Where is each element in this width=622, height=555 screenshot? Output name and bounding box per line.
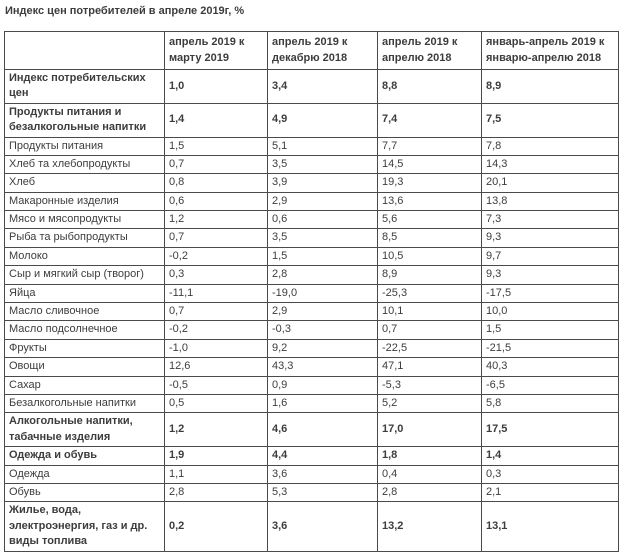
table-row bbox=[5, 395, 619, 413]
header-cell: апрель 2019 к апрелю 2018 bbox=[378, 32, 482, 70]
value-cell: -0,2 bbox=[165, 321, 268, 339]
value-cell: 1,0 bbox=[165, 69, 268, 103]
value-cell: 1,1 bbox=[165, 465, 268, 483]
row-label-cell: Сыр и мягкий сыр (творог) bbox=[5, 266, 165, 284]
value-cell: 0,5 bbox=[165, 395, 268, 413]
row-label-cell: Индекс потребительских цен bbox=[5, 69, 165, 103]
value-cell: 47,1 bbox=[378, 358, 482, 376]
table-row bbox=[5, 465, 619, 483]
table-row bbox=[5, 358, 619, 376]
value-cell: 0,3 bbox=[482, 465, 619, 483]
value-cell: -6,5 bbox=[482, 376, 619, 394]
value-cell: 14,5 bbox=[378, 155, 482, 173]
value-cell: 2,8 bbox=[268, 266, 378, 284]
value-cell: 8,9 bbox=[378, 266, 482, 284]
value-cell: 19,3 bbox=[378, 174, 482, 192]
value-cell: 3,9 bbox=[268, 174, 378, 192]
value-cell: -19,0 bbox=[268, 284, 378, 302]
value-cell: 20,1 bbox=[482, 174, 619, 192]
table-row bbox=[5, 229, 619, 247]
value-cell: 7,7 bbox=[378, 137, 482, 155]
table-row bbox=[5, 103, 619, 137]
value-cell: 0,2 bbox=[165, 502, 268, 551]
value-cell: 8,8 bbox=[378, 69, 482, 103]
table-row bbox=[5, 321, 619, 339]
value-cell: 0,8 bbox=[165, 174, 268, 192]
value-cell: 1,4 bbox=[165, 103, 268, 137]
value-cell: 13,2 bbox=[378, 502, 482, 551]
table-row bbox=[5, 155, 619, 173]
table-row bbox=[5, 137, 619, 155]
value-cell: 1,5 bbox=[268, 247, 378, 265]
value-cell: 8,9 bbox=[482, 69, 619, 103]
value-cell: 5,6 bbox=[378, 211, 482, 229]
row-label-cell: Яйца bbox=[5, 284, 165, 302]
value-cell: 13,1 bbox=[482, 502, 619, 551]
value-cell: 0,7 bbox=[378, 321, 482, 339]
value-cell: 1,5 bbox=[165, 137, 268, 155]
value-cell: 1,4 bbox=[482, 447, 619, 465]
row-label-cell: Масло подсолнечное bbox=[5, 321, 165, 339]
row-label-cell: Овощи bbox=[5, 358, 165, 376]
row-label-cell: Безалкогольные напитки bbox=[5, 395, 165, 413]
value-cell: 0,9 bbox=[268, 376, 378, 394]
value-cell: 17,5 bbox=[482, 413, 619, 447]
table-row bbox=[5, 247, 619, 265]
value-cell: -21,5 bbox=[482, 339, 619, 357]
value-cell: 3,6 bbox=[268, 465, 378, 483]
value-cell: 7,5 bbox=[482, 103, 619, 137]
value-cell: 0,3 bbox=[165, 266, 268, 284]
value-cell: -17,5 bbox=[482, 284, 619, 302]
value-cell: 0,4 bbox=[378, 465, 482, 483]
value-cell: 4,4 bbox=[268, 447, 378, 465]
value-cell: 0,6 bbox=[268, 211, 378, 229]
row-label-cell: Сахар bbox=[5, 376, 165, 394]
value-cell: 4,6 bbox=[268, 413, 378, 447]
value-cell: 5,2 bbox=[378, 395, 482, 413]
value-cell: 17,0 bbox=[378, 413, 482, 447]
table-row bbox=[5, 413, 619, 447]
table-row bbox=[5, 211, 619, 229]
value-cell: 12,6 bbox=[165, 358, 268, 376]
row-label-cell: Продукты питания и безалкогольные напитки bbox=[5, 103, 165, 137]
table-row bbox=[5, 192, 619, 210]
value-cell: 1,8 bbox=[378, 447, 482, 465]
row-label-cell: Жилье, вода, электроэнергия, газ и др. виды топлива bbox=[5, 502, 165, 551]
value-cell: 3,6 bbox=[268, 502, 378, 551]
value-cell: 1,2 bbox=[165, 413, 268, 447]
value-cell: -0,3 bbox=[268, 321, 378, 339]
table-row bbox=[5, 266, 619, 284]
value-cell: -22,5 bbox=[378, 339, 482, 357]
header-row bbox=[5, 32, 619, 70]
row-label-cell: Обувь bbox=[5, 483, 165, 501]
table-row bbox=[5, 376, 619, 394]
value-cell: 8,5 bbox=[378, 229, 482, 247]
table-body bbox=[5, 69, 619, 551]
value-cell: 2,8 bbox=[378, 483, 482, 501]
page-title: Индекс цен потребителей в апреле 2019г, % bbox=[5, 5, 245, 17]
value-cell: 5,1 bbox=[268, 137, 378, 155]
value-cell: 10,5 bbox=[378, 247, 482, 265]
value-cell: 4,9 bbox=[268, 103, 378, 137]
value-cell: 7,4 bbox=[378, 103, 482, 137]
value-cell: 43,3 bbox=[268, 358, 378, 376]
value-cell: 5,8 bbox=[482, 395, 619, 413]
row-label-cell: Хлеб та хлебопродукты bbox=[5, 155, 165, 173]
value-cell: 1,5 bbox=[482, 321, 619, 339]
table-row bbox=[5, 69, 619, 103]
header-cell-empty bbox=[5, 32, 165, 70]
table-row bbox=[5, 284, 619, 302]
header-cell: апрель 2019 к марту 2019 bbox=[165, 32, 268, 70]
value-cell: 3,5 bbox=[268, 155, 378, 173]
value-cell: -5,3 bbox=[378, 376, 482, 394]
value-cell: 40,3 bbox=[482, 358, 619, 376]
value-cell: 9,2 bbox=[268, 339, 378, 357]
row-label-cell: Хлеб bbox=[5, 174, 165, 192]
cpi-table bbox=[4, 31, 619, 551]
value-cell: 0,7 bbox=[165, 155, 268, 173]
row-label-cell: Фрукты bbox=[5, 339, 165, 357]
table-row bbox=[5, 483, 619, 501]
value-cell: -25,3 bbox=[378, 284, 482, 302]
table-row bbox=[5, 303, 619, 321]
row-label-cell: Мясо и мясопродукты bbox=[5, 211, 165, 229]
row-label-cell: Рыба та рыбопродукты bbox=[5, 229, 165, 247]
value-cell: 1,2 bbox=[165, 211, 268, 229]
value-cell: 0,6 bbox=[165, 192, 268, 210]
value-cell: 13,6 bbox=[378, 192, 482, 210]
value-cell: 3,5 bbox=[268, 229, 378, 247]
value-cell: 2,9 bbox=[268, 192, 378, 210]
value-cell: 9,7 bbox=[482, 247, 619, 265]
value-cell: 10,1 bbox=[378, 303, 482, 321]
value-cell: 7,3 bbox=[482, 211, 619, 229]
value-cell: -11,1 bbox=[165, 284, 268, 302]
value-cell: 0,7 bbox=[165, 229, 268, 247]
row-label-cell: Одежда и обувь bbox=[5, 447, 165, 465]
value-cell: 3,4 bbox=[268, 69, 378, 103]
value-cell: 7,8 bbox=[482, 137, 619, 155]
row-label-cell: Молоко bbox=[5, 247, 165, 265]
value-cell: 0,7 bbox=[165, 303, 268, 321]
row-label-cell: Алкогольные напитки, табачные изделия bbox=[5, 413, 165, 447]
value-cell: 14,3 bbox=[482, 155, 619, 173]
row-label-cell: Продукты питания bbox=[5, 137, 165, 155]
row-label-cell: Одежда bbox=[5, 465, 165, 483]
value-cell: 2,1 bbox=[482, 483, 619, 501]
value-cell: 1,9 bbox=[165, 447, 268, 465]
table-row bbox=[5, 174, 619, 192]
value-cell: 13,8 bbox=[482, 192, 619, 210]
value-cell: 2,8 bbox=[165, 483, 268, 501]
value-cell: 9,3 bbox=[482, 266, 619, 284]
table-row bbox=[5, 339, 619, 357]
value-cell: -0,5 bbox=[165, 376, 268, 394]
value-cell: 10,0 bbox=[482, 303, 619, 321]
row-label-cell: Макаронные изделия bbox=[5, 192, 165, 210]
value-cell: 5,3 bbox=[268, 483, 378, 501]
value-cell: 9,3 bbox=[482, 229, 619, 247]
value-cell: 2,9 bbox=[268, 303, 378, 321]
table-row bbox=[5, 447, 619, 465]
value-cell: 1,6 bbox=[268, 395, 378, 413]
table-row bbox=[5, 502, 619, 551]
value-cell: -1,0 bbox=[165, 339, 268, 357]
row-label-cell: Масло сливочное bbox=[5, 303, 165, 321]
header-cell: апрель 2019 к декабрю 2018 bbox=[268, 32, 378, 70]
value-cell: -0,2 bbox=[165, 247, 268, 265]
header-cell: январь-апрель 2019 к январю-апрелю 2018 bbox=[482, 32, 619, 70]
